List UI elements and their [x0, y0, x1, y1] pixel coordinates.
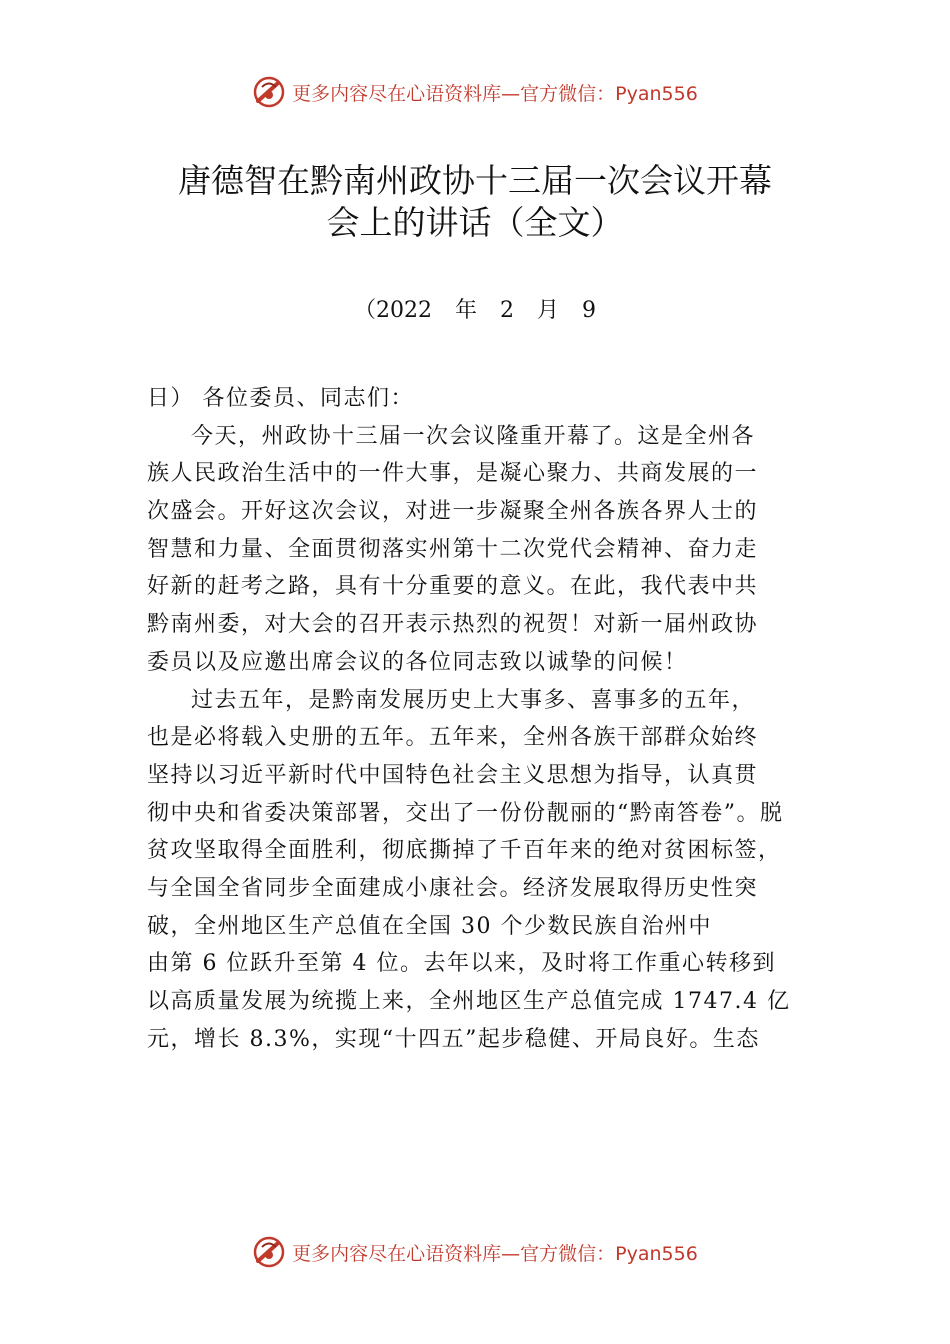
paragraph-line: 黔南州委，对大会的召开表示热烈的祝贺！对新一届州政协	[147, 612, 759, 638]
brand-logo-icon	[252, 75, 286, 109]
salutation: 日） 各位委员、同志们：	[147, 386, 414, 411]
date-part: 9	[582, 298, 597, 323]
paragraph-line: 也是必将载入史册的五年。五年来，全州各族干部群众始终	[147, 725, 759, 751]
watermark-footer	[0, 1232, 950, 1272]
brand-logo-icon	[252, 1235, 286, 1269]
paragraph-line: 过去五年，是黔南发展历史上大事多、喜事多的五年，	[191, 687, 756, 713]
paragraph-line: 好新的赶考之路，具有十分重要的意义。在此，我代表中共	[147, 574, 759, 600]
document-body	[147, 380, 815, 1058]
paragraph-line: 族人民政治生活中的一件大事，是凝心聚力、共商发展的一	[147, 461, 759, 487]
paragraph	[147, 682, 815, 1059]
paragraph-line: 贫攻坚取得全面胜利，彻底撕掉了千百年来的绝对贫困标签，	[147, 838, 782, 864]
paragraph-line: 智慧和力量、全面贯彻落实州第十二次党代会精神、奋力走	[147, 536, 759, 562]
paragraph-line: 彻中央和省委决策部署，交出了一份份靓丽的“黔南答卷”。脱	[147, 800, 784, 826]
paragraph-line: 坚持以习近平新时代中国特色社会主义思想为指导，认真贯	[147, 762, 759, 788]
document-title	[100, 160, 850, 244]
paragraph-line: 元，增长 8.3%，实现“十四五”起步稳健、开局良好。生态	[147, 1026, 760, 1052]
watermark-header	[0, 72, 950, 112]
date-part: 年	[454, 298, 477, 323]
paragraph-line: 今天，州政协十三届一次会议隆重开幕了。这是全州各	[191, 423, 756, 449]
paragraph-line: 以高质量发展为统揽上来，全州地区生产总值完成 1747.4 亿	[147, 989, 791, 1014]
title-line: 会上的讲话（全文）	[326, 203, 624, 242]
paragraph-line: 委员以及应邀出席会议的各位同志致以诚挚的问候！	[147, 649, 688, 675]
paragraph-line: 破，全州地区生产总值在全国 30 个少数民族自治州中	[147, 913, 712, 939]
watermark-text: 更多内容尽在心语资料库—官方微信：Pyan556	[292, 1242, 698, 1265]
date-part: 月	[537, 298, 560, 323]
title-line: 唐德智在黔南州政协十三届一次会议开幕	[178, 161, 772, 200]
paragraph-line: 与全国全省同步全面建成小康社会。经济发展取得历史性突	[147, 875, 759, 901]
document-date	[0, 293, 950, 324]
watermark-text: 更多内容尽在心语资料库—官方微信：Pyan556	[292, 82, 698, 105]
date-part: 2	[500, 298, 514, 323]
paragraph-line: 次盛会。开好这次会议，对进一步凝聚全州各族各界人士的	[147, 499, 759, 525]
paragraph	[147, 418, 815, 682]
date-part: （2022	[353, 298, 432, 323]
paragraph-line: 由第 6 位跃升至第 4 位。去年以来，及时将工作重心转移到	[147, 951, 776, 977]
